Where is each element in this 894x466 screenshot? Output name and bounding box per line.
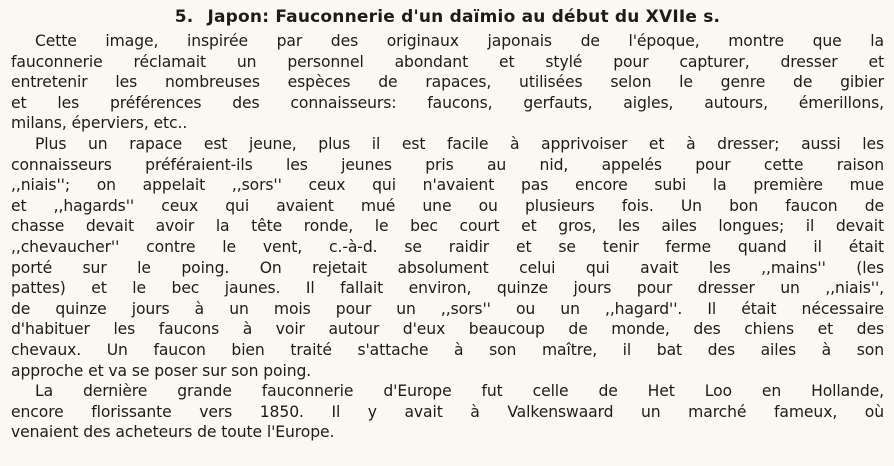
text-line: ,,niais''; on appelait ,,sors'' ceux qui n'avaient pas encore subi la première mue [11, 176, 884, 195]
paragraph-intro [11, 31, 884, 134]
paragraph-europe [11, 381, 884, 443]
section-number: 5. [174, 7, 194, 27]
text-line: Plus un rapace est jeune, plus il est facile à apprivoiser et à dresser; aussi les [35, 134, 884, 153]
text-line: porté sur le poing. On rejetait absolument celui qui avait les ,,mains'' (les [11, 258, 884, 277]
paragraph-training [11, 134, 884, 381]
text-line: connaisseurs préféraient-ils les jeunes pris au nid, appelés pour cette raison [11, 155, 884, 174]
text-line: Cette image, inspirée par des originaux japonais de l'époque, montre que la [35, 32, 884, 50]
text-line: La dernière grande fauconnerie d'Europe fut celle de Het Loo en Hollande, [35, 382, 884, 401]
text-line: d'habituer les faucons à voir autour d'eux beaucoup de monde, des chiens et des [11, 320, 884, 339]
text-line: pattes) et le bec jaunes. Il fallait environ, quinze jours pour dresser un ,,niais'', [11, 279, 884, 298]
text-line: venaient des acheteurs de toute l'Europe. [11, 423, 335, 442]
text-line: chasse devait avoir la tête ronde, le bec court et gros, les ailes longues; il devait [11, 217, 884, 236]
document-page [11, 6, 884, 443]
text-line: approche et va se poser sur son poing. [11, 361, 312, 380]
section-title: Japon: Fauconnerie d'un daïmio au début du XVIIe s. [207, 7, 721, 27]
text-line: ,,chevaucher'' contre le vent, c.-à-d. se raidir et se tenir ferme quand il était [11, 237, 884, 256]
text-line: et ,,hagards'' ceux qui avaient mué une ou plusieurs fois. Un bon faucon de [11, 196, 884, 215]
text-line: milans, éperviers, etc.. [11, 114, 188, 133]
text-line: fauconnerie réclamait un personnel abondant et stylé pour capturer, dresser et [11, 52, 884, 71]
section-heading [11, 6, 884, 28]
text-line: de quinze jours à un mois pour un ,,sors'' ou un ,,hagard''. Il était nécessaire [11, 299, 884, 318]
text-line: entretenir les nombreuses espèces de rapaces, utilisées selon le genre de gibier [11, 73, 884, 92]
text-line: et les préférences des connaisseurs: faucons, gerfauts, aigles, autours, émerillons, [11, 93, 884, 112]
text-line: chevaux. Un faucon bien traité s'attache à son maître, il bat des ailes à son [11, 340, 884, 359]
text-line: encore florissante vers 1850. Il y avait à Valkenswaard un marché fameux, où [11, 402, 884, 421]
